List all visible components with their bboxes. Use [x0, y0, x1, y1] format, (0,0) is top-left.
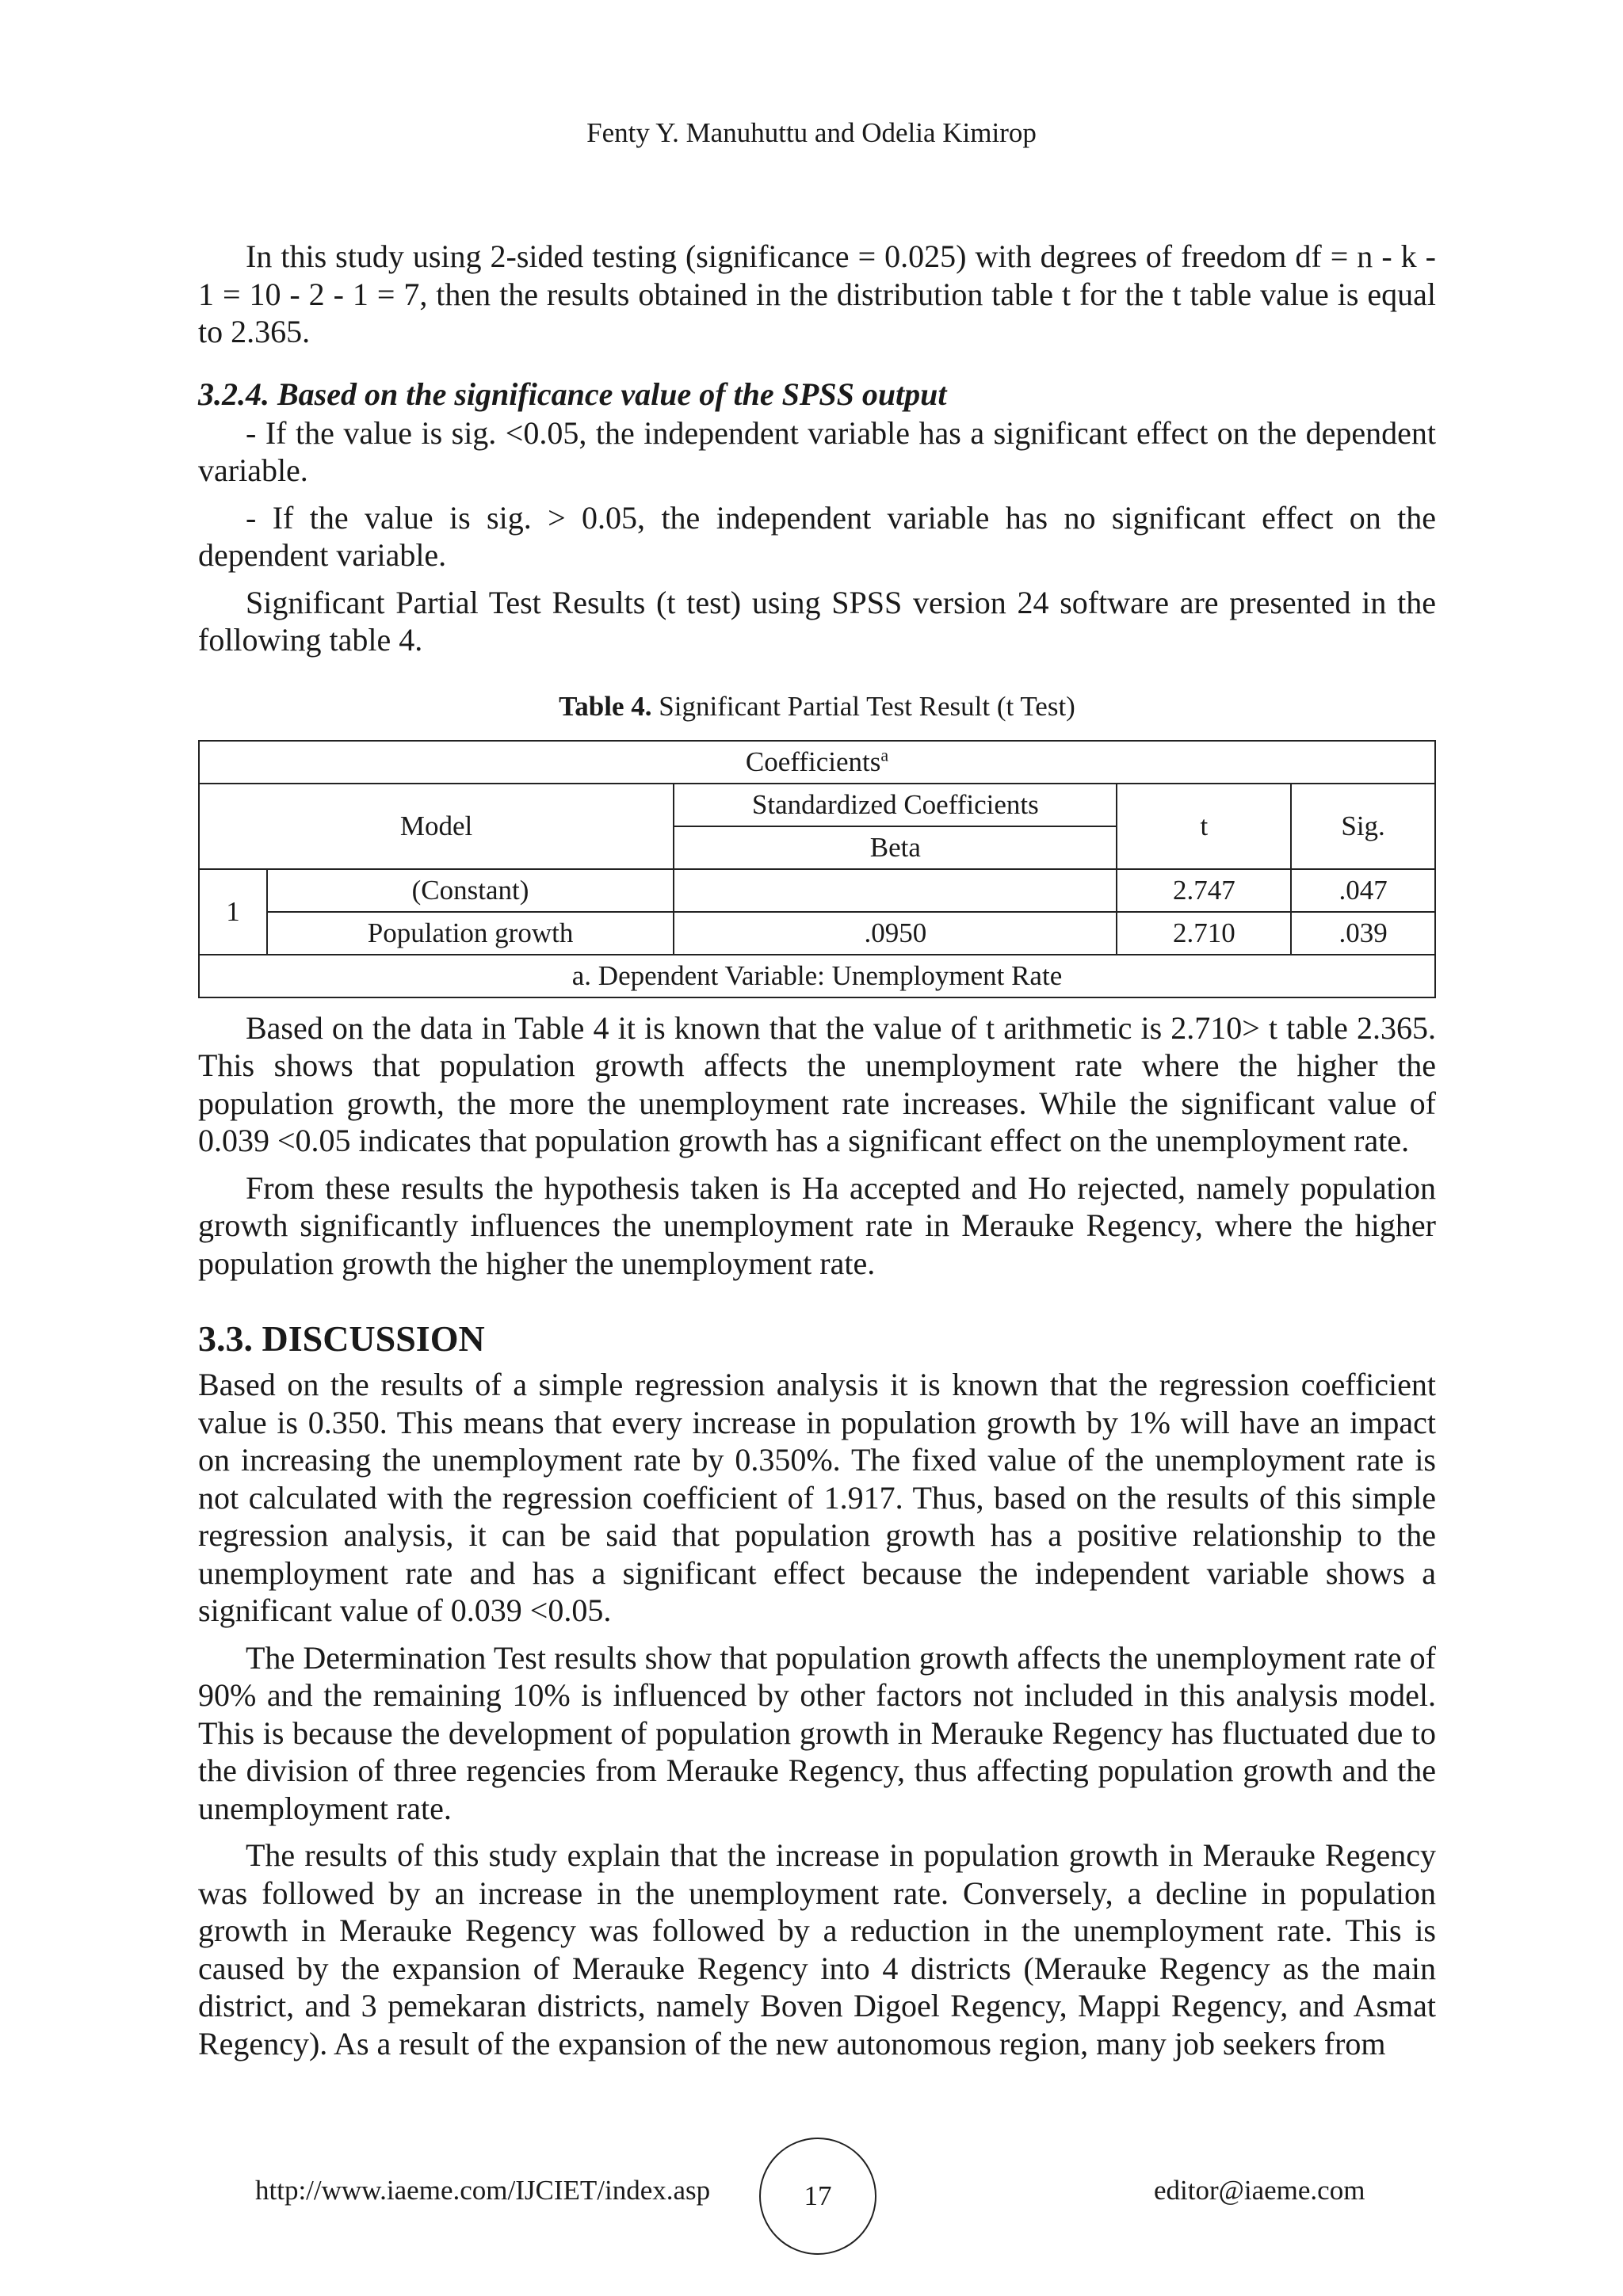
running-header: Fenty Y. Manuhuttu and Odelia Kimirop: [586, 117, 1037, 148]
discussion-paragraph-3: The results of this study explain that the increase in population growth in Merauke Regency was followed by an increase in the unemployment rate. Conversely, a decline in population growth in Merauke Regency was followed by a reduction in the unemployment rate. This is caused by the expansion of Merauke Regency into 4 districts (Merauke Regency as the main district, and 3 pemekaran districts, namely Boven Digoel Regency, Mappi Regency, and Asmat Regency). As a result of the expansion of the new autonomous region, many job seekers from: [198, 1837, 1436, 2061]
model-number-cell: 1: [199, 869, 267, 955]
table-intro-paragraph: Significant Partial Test Results (t test) using SPSS version 24 software are presented in the following table 4.: [198, 584, 1436, 658]
table-header-row-1: [199, 784, 1435, 826]
table-caption-text: Significant Partial Test Result (t Test): [651, 690, 1075, 722]
row-label-cell: Population growth: [267, 912, 674, 955]
discussion-paragraph-2: The Determination Test results show that population growth affects the unemployment rate of 90% and the remaining 10% is influenced by other factors not included in this analysis model. This is because the development of population growth in Merauke Regency has fluctuated due to the division of three regencies from Merauke Regency, thus affecting population growth and the unemployment rate.: [198, 1639, 1436, 1826]
header-beta: Beta: [674, 826, 1117, 869]
row-sig-cell: .039: [1291, 912, 1435, 955]
header-sig: Sig.: [1291, 784, 1435, 869]
table-title: Coefficients: [745, 746, 881, 777]
header-t: t: [1117, 784, 1291, 869]
results-paragraph-2: From these results the hypothesis taken is Ha accepted and Ho rejected, namely population growth significantly influences the unemployment rate in Merauke Regency, where the higher population growth the higher the unemployment rate.: [198, 1169, 1436, 1281]
table-footnote-row: [199, 955, 1435, 997]
row-label-cell: (Constant): [267, 869, 674, 912]
page-number: 17: [804, 2180, 832, 2211]
row-sig-cell: .047: [1291, 869, 1435, 912]
rule-paragraph-2: - If the value is sig. > 0.05, the independent variable has no significant effect on the dependent variable.: [198, 499, 1436, 573]
discussion-paragraph-1: Based on the results of a simple regression analysis it is known that the regression coefficient value is 0.350. This means that every increase in population growth by 1% will have an impact on increasing the unemployment rate by 0.350%. The fixed value of the unemployment rate is not calculated with the regression coefficient of 1.917. Thus, based on the results of this simple regression analysis, it can be said that population growth has a positive relationship to the unemployment rate and has a significant effect because the independent variable shows a significant value of 0.039 <0.05.: [198, 1367, 1436, 1628]
table-title-cell: [199, 741, 1435, 784]
table-caption: [198, 691, 1436, 723]
page-body: [198, 238, 1436, 2062]
rule-paragraph-1: - If the value is sig. <0.05, the independent variable has a significant effect on the dependent variable.: [198, 414, 1436, 488]
table-footnote: a. Dependent Variable: Unemployment Rate: [199, 955, 1435, 997]
results-paragraph-1: Based on the data in Table 4 it is known that the value of t arithmetic is 2.710> t table 2.365. This shows that population growth affects the unemployment rate where the higher the population growth, the more the unemployment rate increases. While the significant value of 0.039 <0.05 indicates that population growth has a significant effect on the unemployment rate.: [198, 1009, 1436, 1158]
table-title-row: [199, 741, 1435, 784]
row-t-cell: 2.747: [1117, 869, 1291, 912]
table-row: [199, 869, 1435, 912]
header-standardized-coefficients: Standardized Coefficients: [674, 784, 1117, 826]
page-footer: [0, 2131, 1623, 2250]
subsection-title: 3.2.4. Based on the significance value of the SPSS output: [198, 376, 947, 412]
intro-paragraph: In this study using 2-sided testing (significance = 0.025) with degrees of freedom df = n - k - 1 = 10 - 2 - 1 = 7, then the results obtained in the distribution table t for the t table value is equal to 2.365.: [198, 238, 1436, 349]
table-caption-label: Table 4.: [559, 690, 652, 722]
footer-email-link[interactable]: editor@iaeme.com: [1154, 2175, 1365, 2206]
row-beta-cell: .0950: [674, 912, 1117, 955]
page-number-circle: [759, 2138, 876, 2255]
table-title-superscript: a: [880, 744, 889, 765]
row-beta-cell: [674, 869, 1117, 912]
row-t-cell: 2.710: [1117, 912, 1291, 955]
header-model: Model: [199, 784, 674, 869]
table-row: [199, 912, 1435, 955]
coefficients-table: [198, 740, 1436, 998]
footer-url-link[interactable]: http://www.iaeme.com/IJCIET/index.asp: [255, 2175, 711, 2206]
section-title-discussion: 3.3. DISCUSSION: [198, 1318, 485, 1359]
